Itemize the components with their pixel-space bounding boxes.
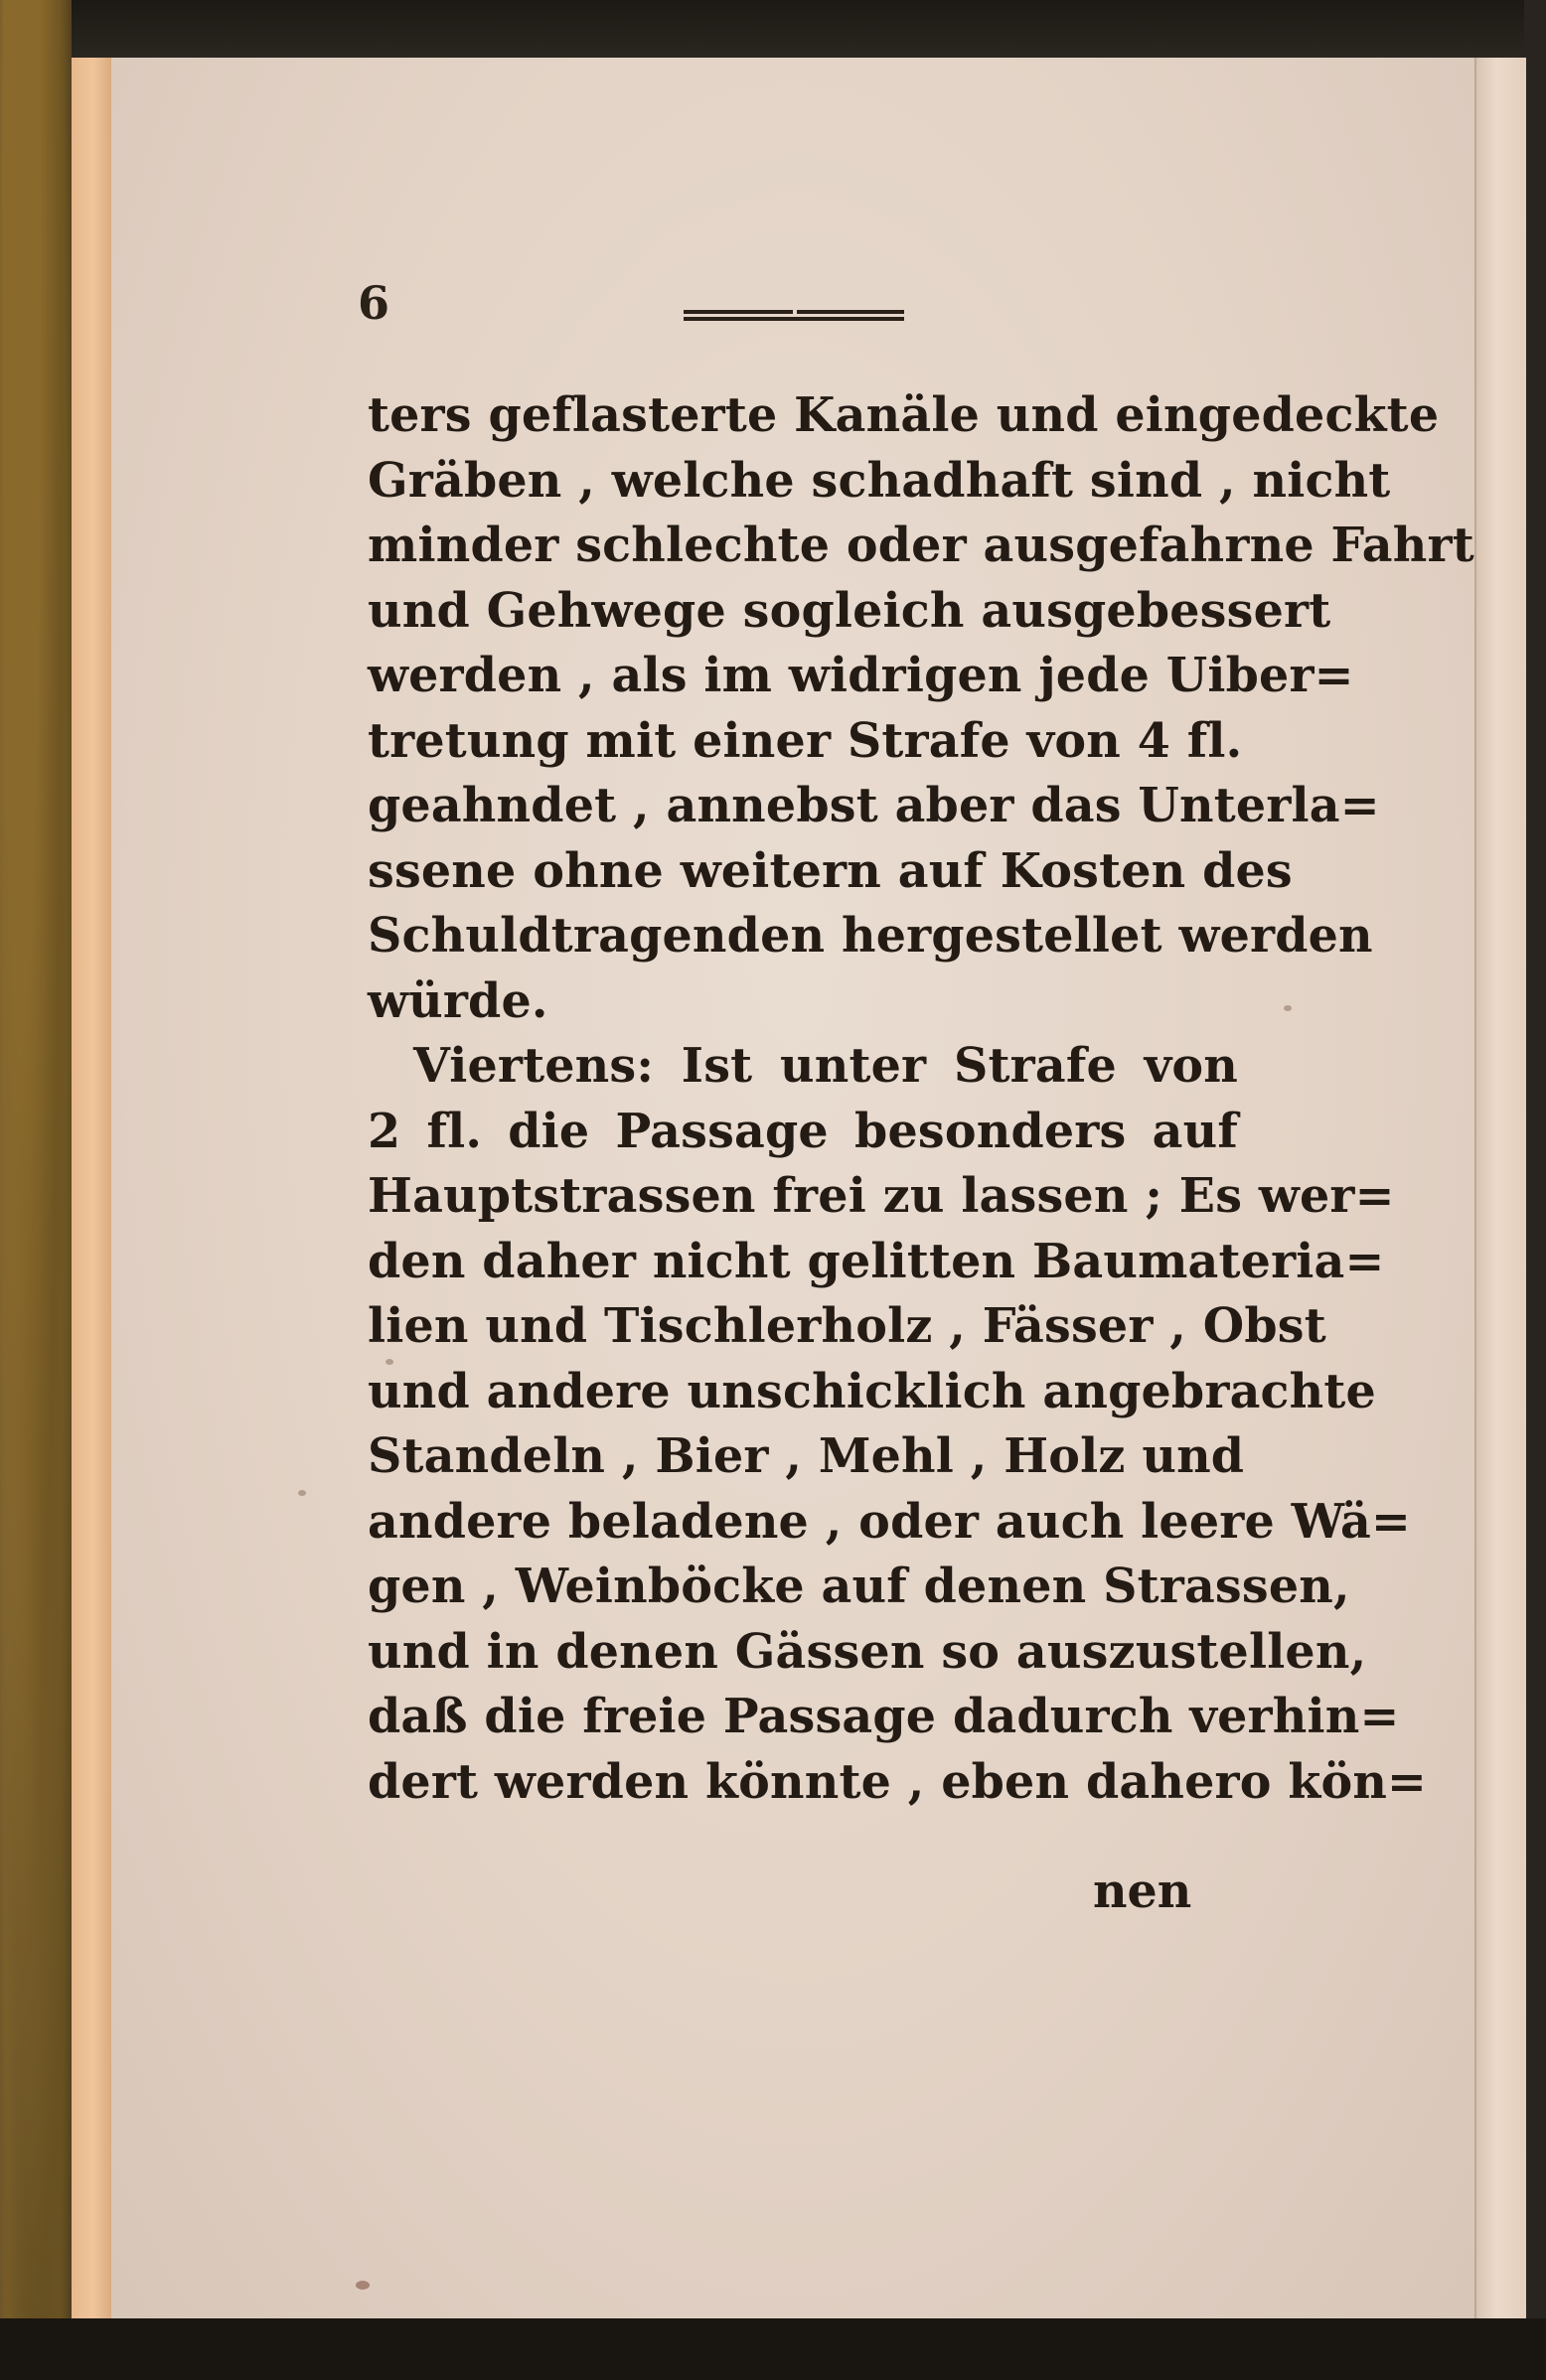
text-line: Standeln , Bier , Mehl , Holz und xyxy=(368,1428,1245,1484)
rule-segment xyxy=(684,310,793,314)
text-line: minder schlechte oder ausgefahrne Fahrt xyxy=(368,518,1474,573)
text-line: dert werden könnte , eben dahero kön= xyxy=(368,1753,1428,1810)
facing-page-edge xyxy=(1474,58,1526,2318)
rule-segment xyxy=(797,310,904,314)
marbled-book-cover xyxy=(0,0,72,2380)
catchword: nen xyxy=(1093,1863,1192,1919)
text-line: würde. xyxy=(368,972,548,1029)
text-line: den daher nicht gelitten Baumateria= xyxy=(368,1233,1385,1289)
rule-segment xyxy=(684,317,904,321)
text-line: und Gehwege sogleich ausgebessert xyxy=(368,582,1331,639)
text-line: geahndet , annebst aber das Unterla= xyxy=(368,778,1380,833)
paper-speck xyxy=(298,1490,306,1496)
text-line: ssene ohne weitern auf Kosten des xyxy=(368,842,1293,899)
body-text xyxy=(368,383,1474,1815)
text-line: gen , Weinböcke auf denen Strassen, xyxy=(368,1559,1350,1614)
text-line: Viertens: Ist unter Strafe von xyxy=(413,1038,1238,1094)
book-cover-right xyxy=(1524,0,1546,2380)
endpaper-strip xyxy=(72,58,111,2318)
text-line: und andere unschicklich angebrachte xyxy=(368,1363,1376,1419)
page-number: 6 xyxy=(358,276,390,330)
book-cover-bottom xyxy=(0,2318,1546,2380)
text-line: 2 fl. die Passage besonders auf xyxy=(368,1103,1238,1159)
text-line: daß die freie Passage dadurch verhin= xyxy=(368,1689,1400,1744)
text-line: Schuldtragenden hergestellet werden xyxy=(368,908,1373,964)
paper-speck xyxy=(1284,1005,1292,1011)
text-line: ters geflasterte Kanäle und eingedeckte xyxy=(368,387,1440,443)
text-line: tretung mit einer Strafe von 4 fl. xyxy=(368,712,1243,769)
header-ornament-rule xyxy=(684,308,904,322)
text-line: und in denen Gässen so auszustellen, xyxy=(368,1623,1367,1680)
paper-speck xyxy=(356,2281,370,2290)
book-cover-top xyxy=(0,0,1546,58)
text-line: Gräben , welche schadhaft sind , nicht xyxy=(368,452,1391,509)
text-line: werden , als im widrigen jede Uiber= xyxy=(368,648,1354,703)
text-line: Hauptstrassen frei zu lassen ; Es wer= xyxy=(368,1168,1395,1224)
text-line: andere beladene , oder auch leere Wä= xyxy=(368,1493,1412,1550)
text-line: lien und Tischlerholz , Fässer , Obst xyxy=(368,1298,1326,1354)
